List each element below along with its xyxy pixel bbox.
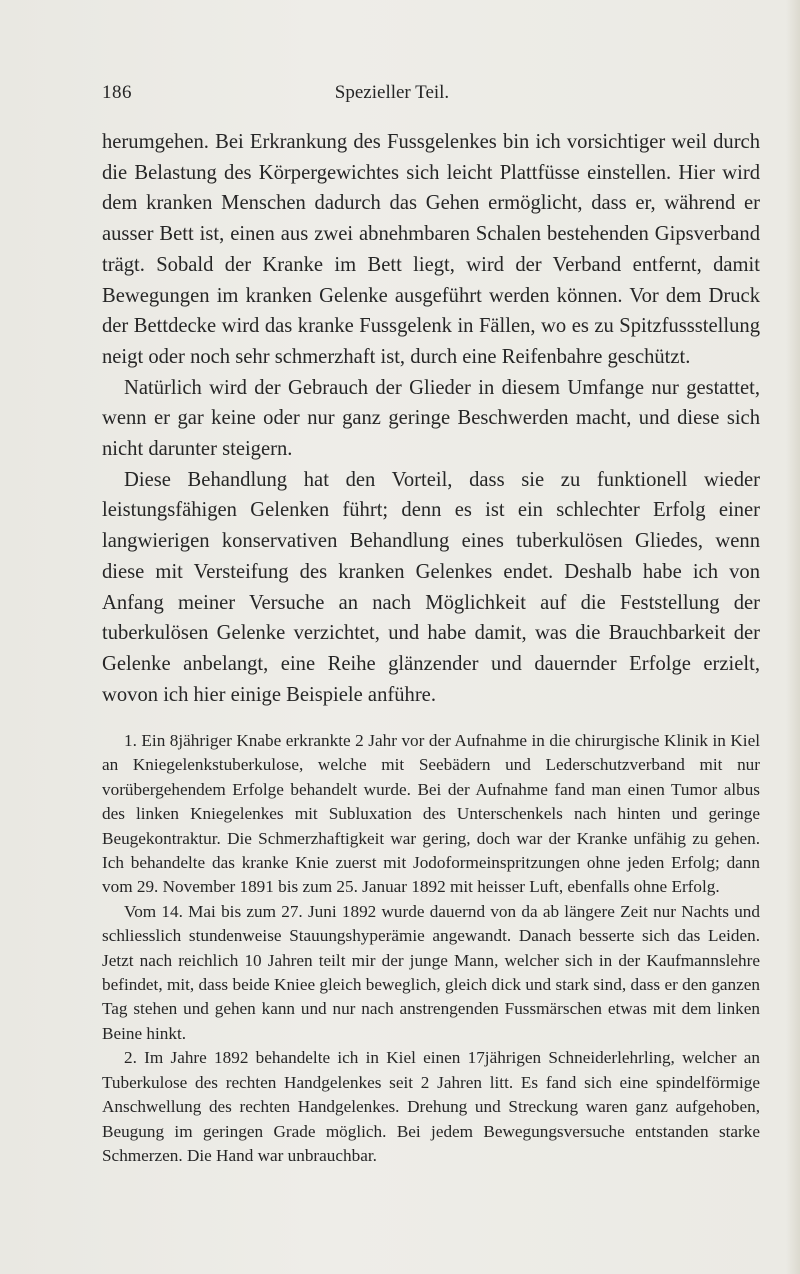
case-reports-block (102, 729, 760, 1168)
case-paragraph-2: Vom 14. Mai bis zum 27. Juni 1892 wurde dauernd von da ab längere Zeit nur Nachts und schliesslich stundenweise Stauungshyperämie angewandt. Danach besserte sich das Leiden. Jetzt nach reichlich 10 Jahren teilt mir der junge Mann, welcher sich in der Kaufmannslehre befindet, mit, dass beide Kniee gleich beweglich, gleich dick und stark sind, dass er den ganzen Tag stehen und gehen kann und nur nach anstrengenden Fussmärschen etwas mit dem linken Beine hinkt. (102, 901, 760, 1043)
case-paragraph-3: 2. Im Jahre 1892 behandelte ich in Kiel einen 17jährigen Schneiderlehrling, welcher an Tuberkulose des rechten Handgelenkes seit 2 Jahren litt. Es fand sich eine spindelförmige Anschwellung des rechten Handgelenkes. Drehung und Streckung waren ganz aufgehoben, Beugung im geringen Grade möglich. Bei jedem Bewegungsversuche entstanden starke Schmerzen. Die Hand war unbrauchbar. (102, 1048, 760, 1165)
main-text-block (102, 127, 760, 710)
body-paragraph-1: herumgehen. Bei Erkrankung des Fussgelenkes bin ich vorsichtiger weil durch die Belastung des Körpergewichtes sich leicht Plattfüsse einstellen. Hier wird dem kranken Menschen dadurch das Gehen ermöglicht, dass er, während er ausser Bett ist, einen aus zwei abnehmbaren Schalen bestehenden Gipsverband trägt. Sobald der Kranke im Bett liegt, wird der Verband entfernt, damit Bewegungen im kranken Gelenke ausgeführt werden können. Vor dem Druck der Bettdecke wird das kranke Fussgelenk in Fällen, wo es zu Spitzfussstellung neigt oder noch sehr schmerzhaft ist, durch eine Reifenbahre geschützt. (102, 131, 760, 368)
body-paragraph-2: Natürlich wird der Gebrauch der Glieder in diesem Umfange nur gestattet, wenn er gar keine oder nur ganz geringe Beschwerden macht, und diese sich nicht darunter steigern. (102, 376, 760, 461)
page-edge-shadow (786, 0, 800, 1274)
case-paragraph-1: 1. Ein 8jähriger Knabe erkrankte 2 Jahr vor der Aufnahme in die chirurgische Klinik in Kiel an Kniegelenkstuberkulose, welche mit Seebädern und Lederschutzverband mit nur vorübergehendem Erfolge behandelt wurde. Bei der Aufnahme fand man einen Tumor albus des linken Kniegelenkes mit Subluxation des Unterschenkels nach hinten und geringe Beugekontraktur. Die Schmerzhaftigkeit war gering, doch war der Kranke unfähig zu gehen. Ich behandelte das kranke Knie zuerst mit Jodoformeinspritzungen ohne jeden Erfolg; dann vom 29. November 1891 bis zum 25. Januar 1892 mit heisser Luft, ebenfalls ohne Erfolg. (102, 731, 760, 897)
page-number: 186 (102, 82, 132, 103)
page-header (102, 82, 762, 110)
body-paragraph-3: Diese Behandlung hat den Vorteil, dass sie zu funktionell wieder leistungsfähigen Gelenken führt; denn es ist ein schlechter Erfolg einer langwierigen konservativen Behandlung eines tuberkulösen Gliedes, wenn diese mit Versteifung des kranken Gelenkes endet. Deshalb habe ich von Anfang meiner Versuche an nach Möglichkeit auf die Feststellung der tuberkulösen Gelenke verzichtet, und habe damit, was die Brauchbarkeit der Gelenke anbelangt, eine Reihe glänzender und dauernder Erfolge erzielt, wovon ich hier einige Beispiele anführe. (102, 468, 760, 706)
running-head: Spezieller Teil. (334, 82, 450, 103)
